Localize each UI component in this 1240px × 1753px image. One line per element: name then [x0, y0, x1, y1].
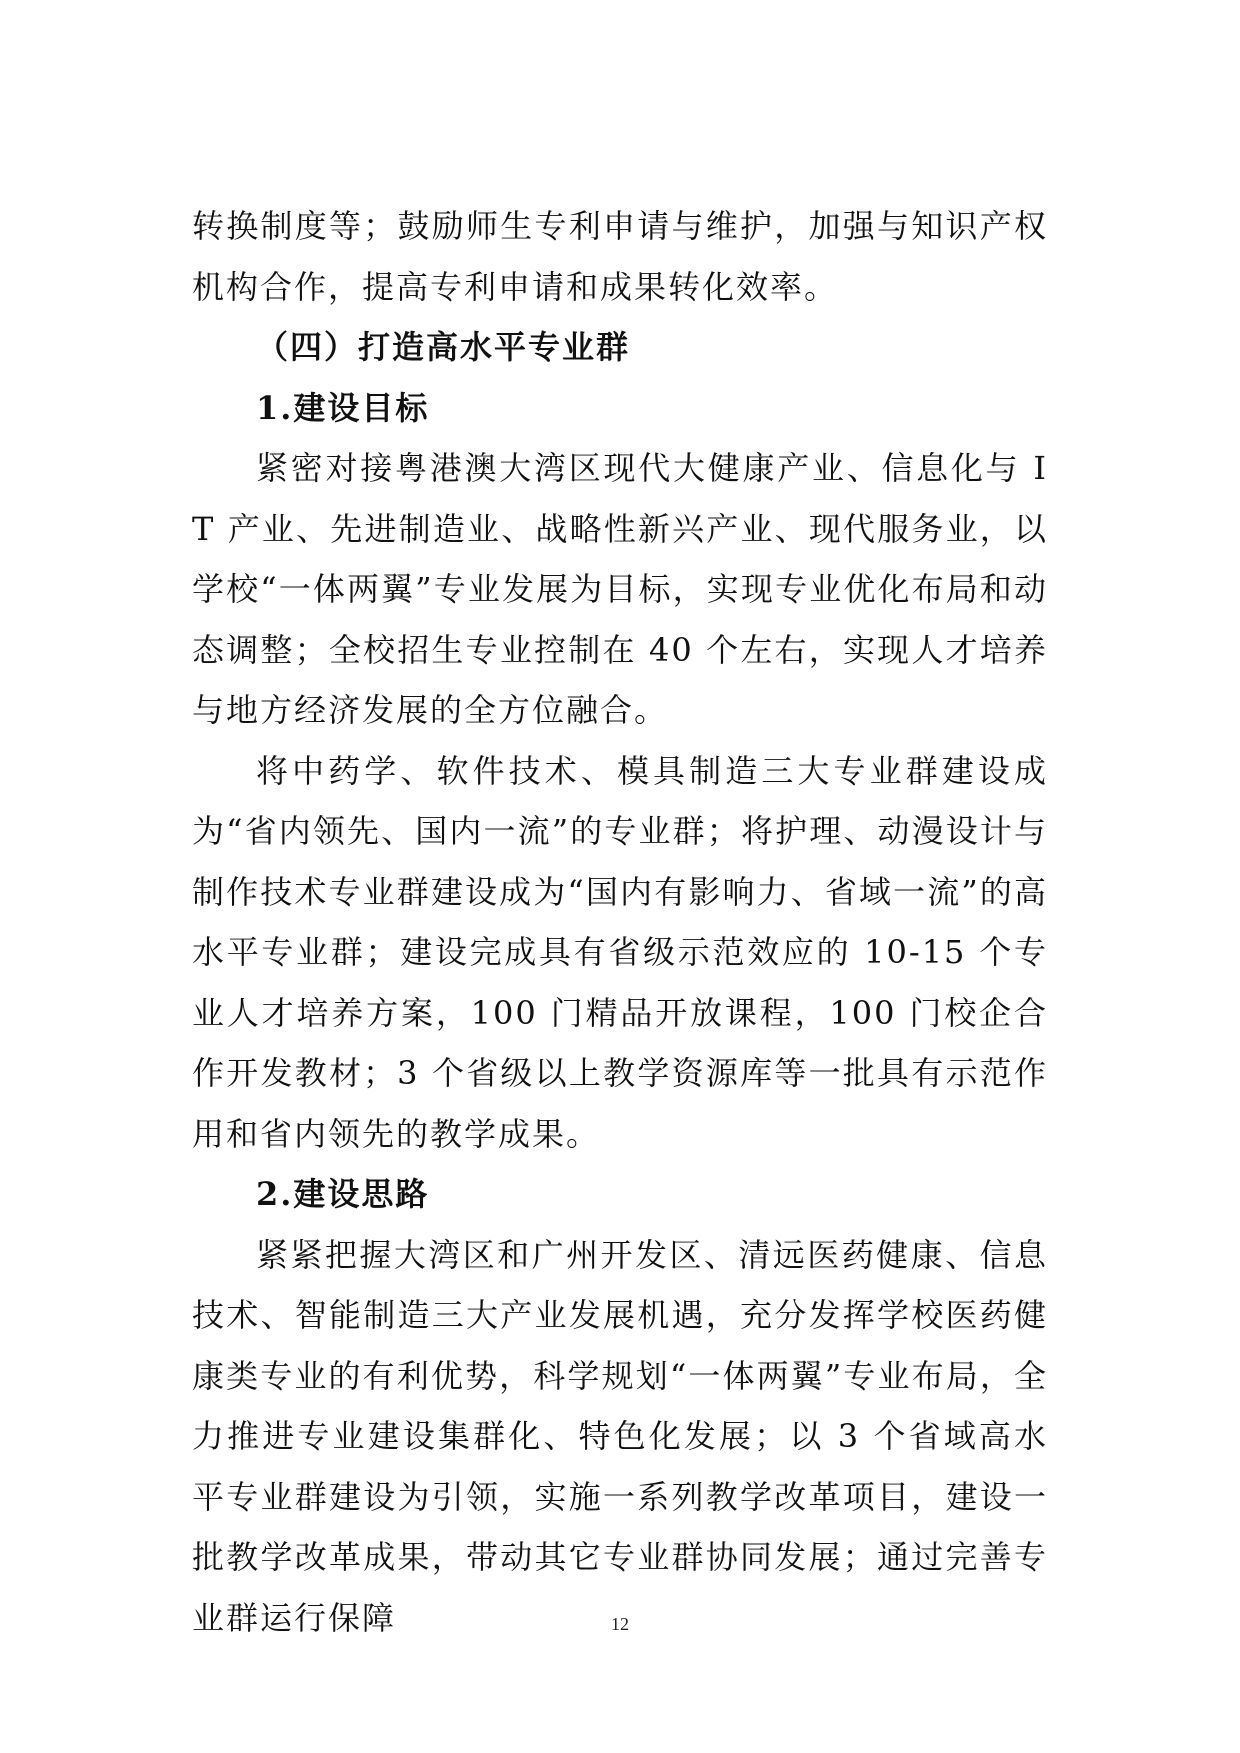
subheading-construction-ideas: 2.建设思路 — [256, 1175, 430, 1213]
paragraph-goals-groups: 将中药学、软件技术、模具制造三大专业群建设成为“省内领先、国内一流”的专业群；将护理、动漫设计与制作技术专业群建设成为“国内有影响力、省域一流”的高水平专业群；建设完成具有省级示范效应的 10-15 个专业人才培养方案，100 门精品开放课程，100 门校企合作开发教材；3 个省级以上教学资源库等一批具有示范作用和省内领先的教学成果。 — [192, 751, 1048, 1153]
subheading-construction-goals: 1.建设目标 — [256, 388, 430, 427]
section-heading-professional-groups: （四）打造高水平专业群 — [256, 328, 631, 366]
paragraph-ip-conversion: 转换制度等；鼓励师生专利申请与维护，加强与知识产权机构合作，提高专利申请和成果转化效率。 — [192, 207, 1048, 306]
paragraph-ideas: 紧紧把握大湾区和广州开发区、清远医药健康、信息技术、智能制造三大产业发展机遇，充分发挥学校医药健康类专业的有利优势，科学规划“一体两翼”专业布局，全力推进专业建设集群化、特色化发展；以 3 个省域高水平专业群建设为引领，实施一系列教学改革项目，建设一批教学改革成果，带动其它专业群协同发展；通过完善专业群运行保障 — [192, 1235, 1048, 1637]
document-body — [192, 196, 1048, 1648]
paragraph-goals-industry: 紧密对接粤港澳大湾区现代大健康产业、信息化与 IT 产业、先进制造业、战略性新兴产业、现代服务业，以学校“一体两翼”专业发展为目标，实现专业优化布局和动态调整；全校招生专业控制在 40 个左右，实现人才培养与地方经济发展的全方位融合。 — [192, 449, 1048, 729]
page-number: 12 — [611, 1614, 629, 1634]
